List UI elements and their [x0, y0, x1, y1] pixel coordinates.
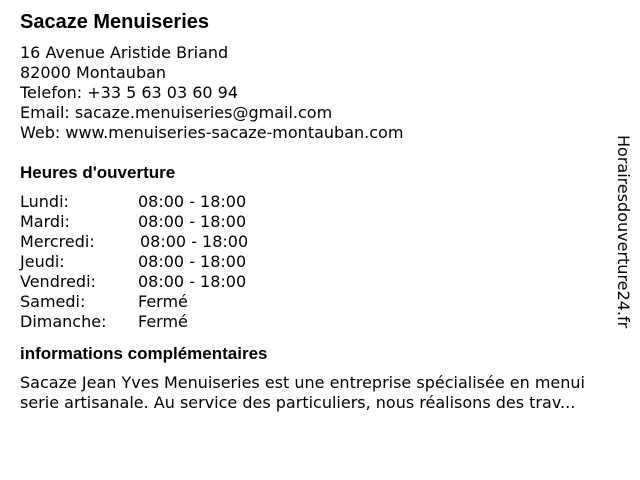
hours-table: [20, 192, 624, 332]
time-value: 08:00 - 18:00: [140, 232, 249, 251]
email-address: Email: sacaze.menuiseries@gmail.com: [20, 103, 333, 122]
time-value: 08:00 - 18:00: [138, 252, 247, 271]
hours-heading: Heures d'ouverture: [20, 163, 176, 182]
hours-row-mercredi: [20, 232, 624, 252]
day-label: Mercredi:: [20, 232, 95, 251]
info-heading: informations complémentaires: [20, 344, 268, 363]
hours-row-vendredi: [20, 272, 624, 292]
hours-row-mardi: [20, 212, 624, 232]
side-brand-watermark: Horairesdouverture24.fr: [614, 135, 633, 329]
description-text: [20, 373, 624, 413]
time-value: 08:00 - 18:00: [138, 272, 247, 291]
day-label: Vendredi:: [20, 272, 96, 291]
hours-row-dimanche: [20, 312, 624, 332]
hours-row-jeudi: [20, 252, 624, 272]
time-value: Fermé: [138, 292, 188, 311]
time-value: 08:00 - 18:00: [138, 212, 247, 231]
time-value: 08:00 - 18:00: [138, 192, 247, 211]
hours-row-lundi: [20, 192, 624, 212]
time-value: Fermé: [138, 312, 188, 331]
phone-number: Telefon: +33 5 63 03 60 94: [20, 83, 239, 102]
hours-row-samedi: [20, 292, 624, 312]
business-card: [20, 10, 624, 413]
day-label: Dimanche:: [20, 312, 107, 331]
day-label: Lundi:: [20, 192, 69, 211]
address-line-2: 82000 Montauban: [20, 63, 167, 82]
day-label: Jeudi:: [20, 252, 65, 271]
website-address: Web: www.menuiseries-sacaze-montauban.com: [20, 123, 404, 142]
day-label: Mardi:: [20, 212, 70, 231]
description-line-2: serie artisanale. Au service des particuliers, nous réalisons des trav...: [20, 393, 576, 412]
contact-block: [20, 43, 624, 143]
address-line-1: 16 Avenue Aristide Briand: [20, 43, 229, 62]
day-label: Samedi:: [20, 292, 86, 311]
business-name: Sacaze Menuiseries: [20, 11, 209, 33]
description-line-1: Sacaze Jean Yves Menuiseries est une entreprise spécialisée en menui: [20, 373, 585, 392]
